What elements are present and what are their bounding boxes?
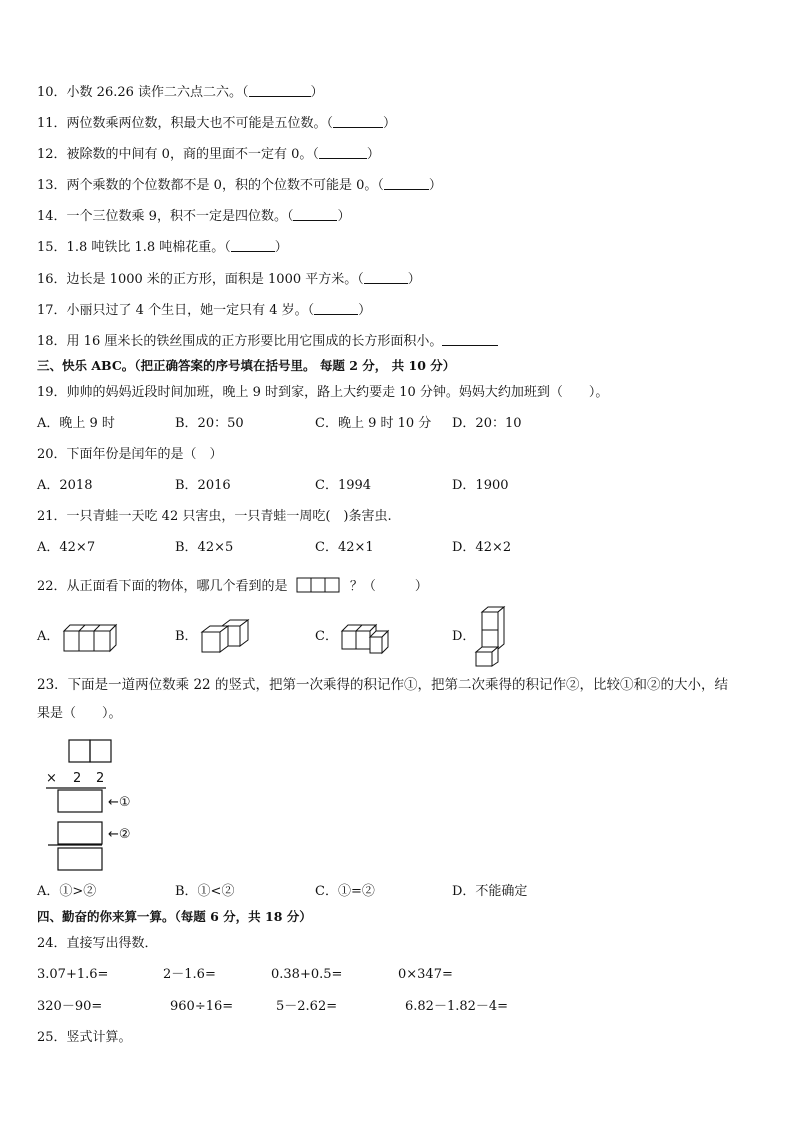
answer-blank[interactable] [249,83,311,97]
tf-close-paren: ） [383,116,397,131]
calc-item: 320－90= [37,999,103,1014]
tf-question [37,207,350,226]
tf-close-paren: ） [358,303,372,318]
tf-question [37,270,421,289]
tf-question-text: 12．被除数的中间有 0，商的里面不一定有 0。（ [37,147,319,162]
answer-blank[interactable] [231,238,275,252]
question-19: 19．帅帅的妈妈近段时间加班，晚上 9 时到家，路上大约要走 10 分钟。妈妈大约加班到（ ）。 [37,385,609,400]
tf-close-paren: ） [274,240,288,255]
cube-figure-d [474,606,506,668]
tf-close-paren: ） [310,85,324,100]
q23-option-d[interactable]: D．不能确定 [452,884,528,899]
tf-question [37,114,396,133]
q19-option-a[interactable]: A．晚上 9 时 [37,416,115,431]
question-21: 21．一只青蛙一天吃 42 只害虫，一只青蛙一周吃( )条害虫. [37,509,392,524]
q22-option-b[interactable]: B． [175,629,198,644]
tf-question [37,176,442,195]
calc-item: 2－1.6= [163,967,216,982]
tf-close-paren: ） [337,209,351,224]
q20-option-b[interactable]: B．2016 [175,478,231,493]
tf-close-paren: ） [407,272,421,287]
tf-question-text: 15．1.8 吨铁比 1.8 吨棉花重。（ [37,240,231,255]
calc-item: 0×347= [398,967,453,982]
answer-blank[interactable] [364,270,408,284]
tf-question [37,238,288,257]
three-squares-figure [296,577,342,593]
q22-option-a[interactable]: A． [37,629,60,644]
q23-option-c[interactable]: C．①=② [315,884,375,899]
cube-figure-c [340,621,392,655]
q21-option-c[interactable]: C．42×1 [315,540,374,555]
q20-option-d[interactable]: D．1900 [452,478,509,493]
cube-figure-a [62,621,122,653]
times-sign: × [46,771,57,786]
q23-option-a[interactable]: A．①>② [37,884,97,899]
calc-item: 3.07+1.6= [37,967,109,982]
q19-option-b[interactable]: B．20：50 [175,416,244,431]
question-22-text: 22．从正面看下面的物体，哪几个看到的是 [37,579,288,594]
tf-question [37,145,380,164]
q19-option-d[interactable]: D．20：10 [452,416,522,431]
question-25: 25．竖式计算。 [37,1030,132,1045]
answer-blank[interactable] [442,332,498,346]
tf-close-paren: ） [428,178,442,193]
q21-option-d[interactable]: D．42×2 [452,540,512,555]
multiplier-digit-1: 2 [73,771,82,786]
question-23-cont: 果是（ ）。 [37,706,122,721]
q22-option-d[interactable]: D． [452,629,476,644]
question-20: 20．下面年份是闰年的是（ ） [37,447,223,462]
calc-item: 960÷16= [170,999,234,1014]
q21-option-b[interactable]: B．42×5 [175,540,234,555]
tf-question [37,83,324,102]
multiplier-digit-2: 2 [96,771,105,786]
q19-option-c[interactable]: C．晚上 9 时 10 分 [315,416,432,431]
question-22-text-after: ？（ ） [349,579,428,594]
q20-option-a[interactable]: A．2018 [37,478,93,493]
answer-blank[interactable] [384,176,429,190]
section-3-heading: 三、快乐 ABC。（把正确答案的序号填在括号里。 每题 2 分， 共 10 分） [37,358,456,373]
answer-blank[interactable] [319,145,367,159]
vertical-multiplication-figure [40,738,160,874]
tf-question-text: 18．用 16 厘米长的铁丝围成的正方形要比用它围成的长方形面积小。 [37,334,443,349]
q21-option-a[interactable]: A．42×7 [37,540,96,555]
answer-blank[interactable] [293,207,337,221]
answer-blank[interactable] [333,114,383,128]
q20-option-c[interactable]: C．1994 [315,478,372,493]
tf-question [37,332,498,351]
question-23: 23．下面是一道两位数乘 22 的竖式，把第一次乘得的积记作①，把第二次乘得的积记作②，比较①和②的大小，结 [37,677,728,693]
calc-item: 0.38+0.5= [271,967,343,982]
q23-option-b[interactable]: B．①<② [175,884,235,899]
tf-question [37,301,371,320]
tf-question-text: 11．两位数乘两位数，积最大也不可能是五位数。（ [37,116,334,131]
cube-figure-b [200,618,252,654]
question-24: 24．直接写出得数． [37,936,158,951]
question-22 [37,577,428,596]
q22-option-c[interactable]: C． [315,629,338,644]
tf-question-text: 10．小数 26.26 读作二六点二六。（ [37,85,249,100]
calc-item: 5－2.62= [276,999,338,1014]
tf-close-paren: ） [366,147,380,162]
calc-item: 6.82－1.82－4= [405,999,509,1014]
answer-blank[interactable] [314,301,358,315]
tf-question-text: 13．两个乘数的个位数都不是 0，积的个位数不可能是 0。（ [37,178,384,193]
tf-question-text: 14．一个三位数乘 9，积不一定是四位数。（ [37,209,294,224]
tf-question-text: 17．小丽只过了 4 个生日，她一定只有 4 岁。（ [37,303,315,318]
product-1-marker: ←① [108,795,131,810]
section-4-heading: 四、勤奋的你来算一算。（每题 6 分，共 18 分） [37,909,312,924]
tf-question-text: 16．边长是 1000 米的正方形，面积是 1000 平方米。（ [37,272,364,287]
product-2-marker: ←② [108,827,131,842]
